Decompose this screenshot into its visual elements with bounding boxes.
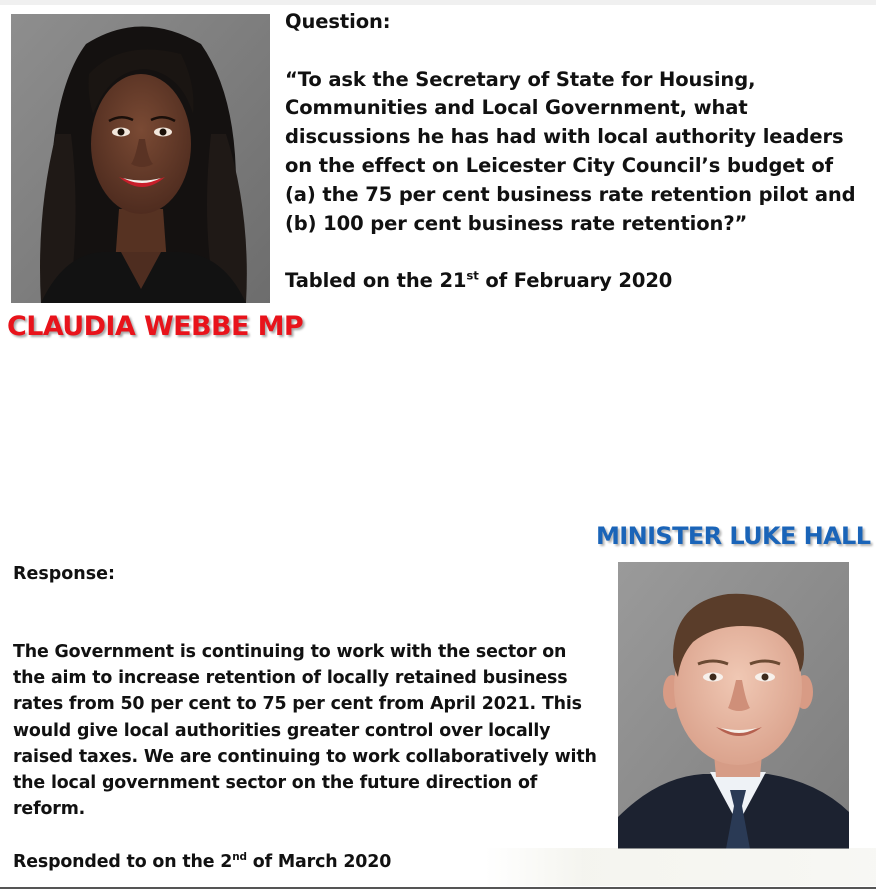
tabled-date-ordinal: st [466, 268, 479, 283]
response-section [13, 639, 598, 875]
question-section [285, 8, 865, 296]
claudia-webbe-photo [11, 14, 270, 303]
portrait-woman-image [11, 14, 270, 303]
response-text: The Government is continuing to work with the sector on the aim to increase retention of locally retained business rates from 50 per cent to 75 per cent from April 2021. This would give local authorities greater control over locally raised taxes. We are continuing to work collaboratively with the local government sector on the future direction of reform. [13, 642, 597, 820]
responded-date-rest: of March 2020 [246, 851, 392, 872]
response-label: Response: [13, 564, 116, 584]
question-text: “To ask the Secretary of State for Housing, Communities and Local Government, what discussions he has had with local authority leaders on the effect on Leicester City Council’s budget of (a) the 75 per cent business rate retention pilot and (b) 100 per cent business rate retention?” [285, 67, 856, 235]
asker-name: CLAUDIA WEBBE MP [7, 311, 304, 342]
tabled-date-prefix: Tabled on the 21 [285, 269, 467, 293]
top-strip [0, 0, 876, 5]
responded-date-ordinal: nd [232, 850, 247, 863]
tabled-date-rest: of February 2020 [478, 269, 673, 293]
faint-background-strip [485, 848, 876, 886]
question-label: Question: [285, 10, 391, 33]
bottom-rule [0, 887, 876, 889]
portrait-man-image [618, 562, 849, 849]
minister-name: MINISTER LUKE HALL [596, 522, 871, 550]
responded-date-prefix: Responded to on the 2 [13, 851, 233, 872]
tabled-date [285, 267, 865, 296]
luke-hall-photo [618, 562, 849, 849]
